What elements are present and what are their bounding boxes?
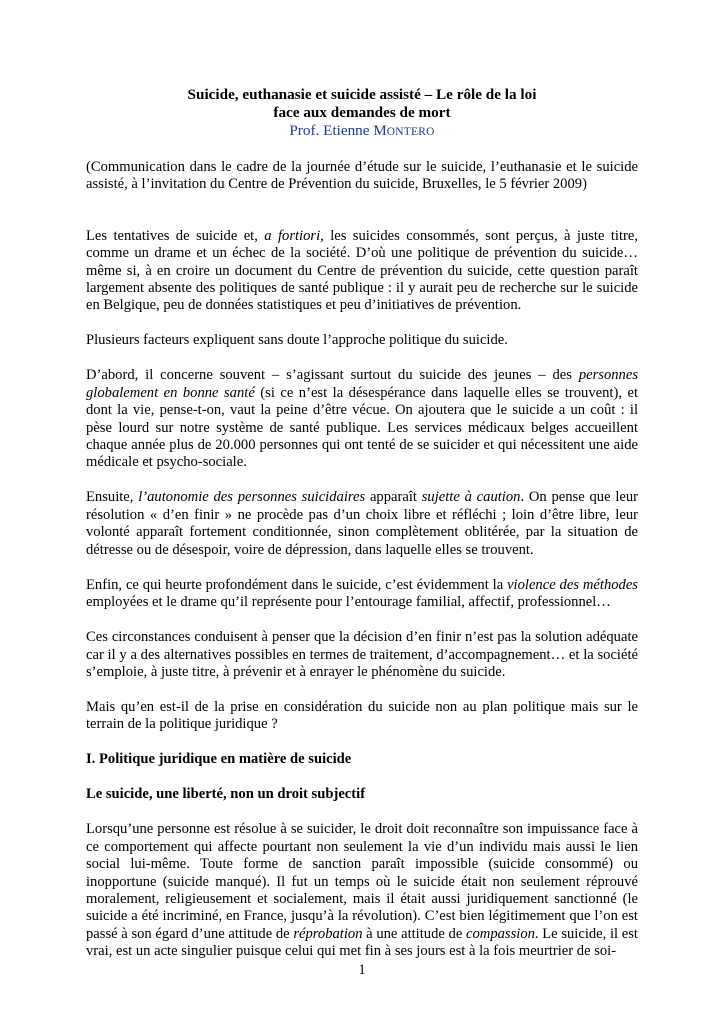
paragraph-4-italic-1: l’autonomie des personnes suicidaires <box>138 489 366 506</box>
paragraph-1-italic: a fortiori <box>264 227 321 244</box>
paragraph-8 <box>86 821 638 960</box>
paragraph-6: Ces circonstances conduisent à penser que la décision d’en finir n’est pas la solution adéquate car il y a des alternatives possibles en termes de traitement, d’accompagnement… et la société s’emploie, à juste titre, à prévenir et à enrayer le phénomène du suicide. <box>86 629 638 680</box>
subsection-heading: Le suicide, une liberté, non un droit subjectif <box>86 786 366 803</box>
paragraph-5 <box>86 577 638 612</box>
paragraph-8-italic-1: réprobation <box>293 925 363 942</box>
paragraph-8-text-a: Lorsqu’une personne est résolue à se suicider, le droit doit reconnaître son impuissance face à ce comportement qui affecte pourtant non seulement la vie d’un individu mais aussi le lien social lui-même. Toute forme de sanction paraît impossible (suicide consommé) ou inopportune (suicide manqué). Il fut un temps où le suicide était non seulement réprouvé moralement, religieusement et socialement, mais il était aussi juridiquement sanctionné (le suicide a été incriminé, en France, jusqu’à la révolution). C’est bien légitimement que l’on est passé à son égard d’une attitude de <box>86 821 638 942</box>
author-line <box>86 122 638 141</box>
paragraph-5-italic: violence des méthodes <box>507 576 638 593</box>
section-heading: I. Politique juridique en matière de suicide <box>86 751 352 768</box>
paragraph-3-text-a: D’abord, il concerne souvent – s’agissant surtout du suicide des jeunes – des <box>86 367 579 384</box>
intro-paragraph: (Communication dans le cadre de la journée d’étude sur le suicide, l’euthanasie et le suicide assisté, à l’invitation du Centre de Prévention du suicide, Bruxelles, le 5 février 2009) <box>86 159 638 193</box>
paragraph-1 <box>86 228 638 315</box>
paragraph-3-italic: personnes globalement en bonne santé <box>86 367 638 401</box>
paragraph-4-text-c: apparaît <box>365 489 422 506</box>
paragraph-4-text-a: Ensuite, <box>86 489 139 506</box>
paragraph-7: Mais qu’en est-il de la prise en considération du suicide non au plan politique mais sur le terrain de la politique juridique ? <box>86 698 638 733</box>
paragraph-2: Plusieurs facteurs expliquent sans doute l’approche politique du suicide. <box>86 332 508 349</box>
paragraph-8-text-c: à une attitude de <box>362 925 466 942</box>
paragraph-4-italic-2: sujette à caution <box>421 489 521 506</box>
paragraph-3-text-c: (si ce n’est la désespérance dans laquelle elles se trouvent), et dont la vie, pense-t-on, vaut la peine d’être vécue. On ajoutera que le suicide a un coût : il pèse lourd sur notre système de santé publique. Les services médicaux belges accueillent chaque année plus de 20.000 personnes qui ont tenté de se suicider et qui nécessitent une aide médicale et psycho-sociale. <box>86 384 638 471</box>
paragraph-5-text-c: employées et le drame qu’il représente pour l’entourage familial, affectif, professionnel… <box>86 594 611 611</box>
document-title-line-1: Suicide, euthanasie et suicide assisté – Le rôle de la loi <box>187 86 537 103</box>
document-page <box>86 86 638 961</box>
page-number: 1 <box>358 962 366 978</box>
paragraph-3 <box>86 367 638 471</box>
paragraph-5-text-a: Enfin, ce qui heurte profondément dans le suicide, c’est évidemment la <box>86 576 508 593</box>
author-name: Prof. Etienne M <box>289 122 387 139</box>
document-title-line-2: face aux demandes de mort <box>273 104 451 121</box>
paragraph-4 <box>86 489 638 559</box>
paragraph-1-text-c: , les suicides consommés, sont perçus, à juste titre, comme un drame et un échec de la société. D’où une politique de prévention du suicide… même si, à en croire un document du Centre de prévention du suicide, cette question paraît largement absente des politiques de santé publique : il y aurait peu de recherche sur le suicide en Belgique, peu de données statistiques et peu d’initiatives de prévention. <box>86 227 639 314</box>
paragraph-8-text-e: . Le suicide, il est vrai, est un acte singulier puisque celui qui met fin à ses jours est à la fois meurtrier de soi- <box>86 925 638 960</box>
paragraph-1-text-a: Les tentatives de suicide et, <box>86 227 265 244</box>
paragraph-8-italic-2: compassion <box>466 925 535 942</box>
author-surname-smallcaps: ONTERO <box>386 126 435 138</box>
paragraph-4-text-e: . On pense que leur résolution « d’en finir » ne procède pas d’un choix libre et réfléchi ; loin d’être libre, leur volonté apparaît fortement conditionnée, sinon complètement oblitérée, par la situation de détresse ou de désespoir, voire de dépression, dans laquelle elles se trouvent. <box>86 489 639 558</box>
